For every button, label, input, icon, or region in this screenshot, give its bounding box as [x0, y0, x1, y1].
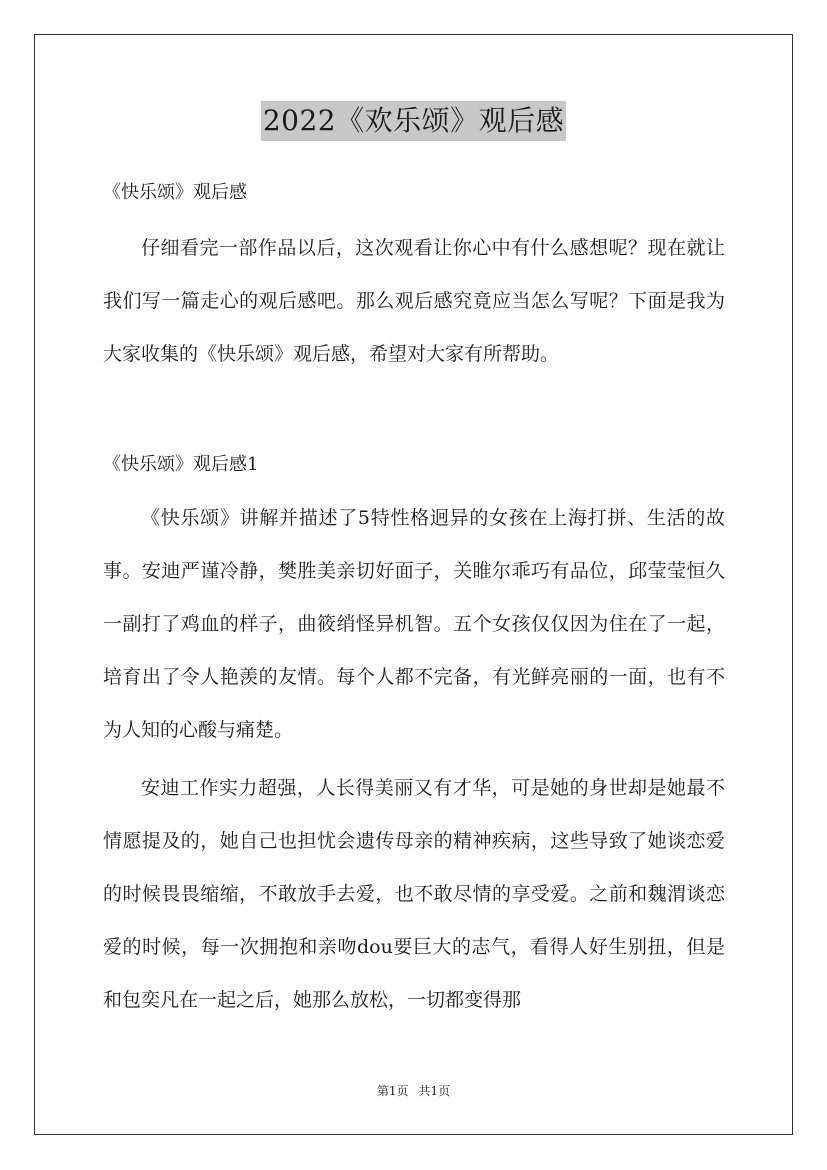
page-total: 共1页: [418, 1084, 451, 1098]
section-1-paragraph-1: 《快乐颂》讲解并描述了5特性格迥异的女孩在上海打拼、生活的故事。安迪严谨冷静，樊胜美亲切好面子，关睢尔乖巧有品位，邱莹莹恒久一副打了鸡血的样子，曲筱绡怪异机智。五个女孩仅仅因为住在了一起，培育出了令人艳羡的友情。每个人都不完备，有光鲜亮丽的一面，也有不为人知的心酸与痛楚。: [103, 507, 725, 741]
document-title: 2022《欢乐颂》观后感: [261, 101, 566, 141]
intro-paragraph: 仔细看完一部作品以后，这次观看让你心中有什么感想呢？现在就让我们写一篇走心的观后感吧。那么观后感究竟应当怎么写呢？下面是我为大家收集的《快乐颂》观后感，希望对大家有所帮助。: [103, 237, 725, 365]
section-1-paragraph-2: 安迪工作实力超强，人长得美丽又有才华，可是她的身世却是她最不情愿提及的，她自己也担忧会遗传母亲的精神疾病，这些导致了她谈恋爱的时候畏畏缩缩，不敢放手去爱，也不敢尽情的享受爱。之前和魏渭谈恋爱的时候，每一次拥抱和亲吻dou要巨大的志气，看得人好生别扭，但是和包奕凡在一起之后，她那么放松，一切都变得那: [103, 777, 725, 1011]
section-heading-1: 《快乐颂》观后感1: [103, 454, 259, 475]
page-footer: [0, 1083, 827, 1099]
title-container: [0, 101, 827, 141]
page-number: 第1页: [376, 1084, 409, 1098]
document-subtitle: 《快乐颂》观后感: [103, 182, 247, 203]
